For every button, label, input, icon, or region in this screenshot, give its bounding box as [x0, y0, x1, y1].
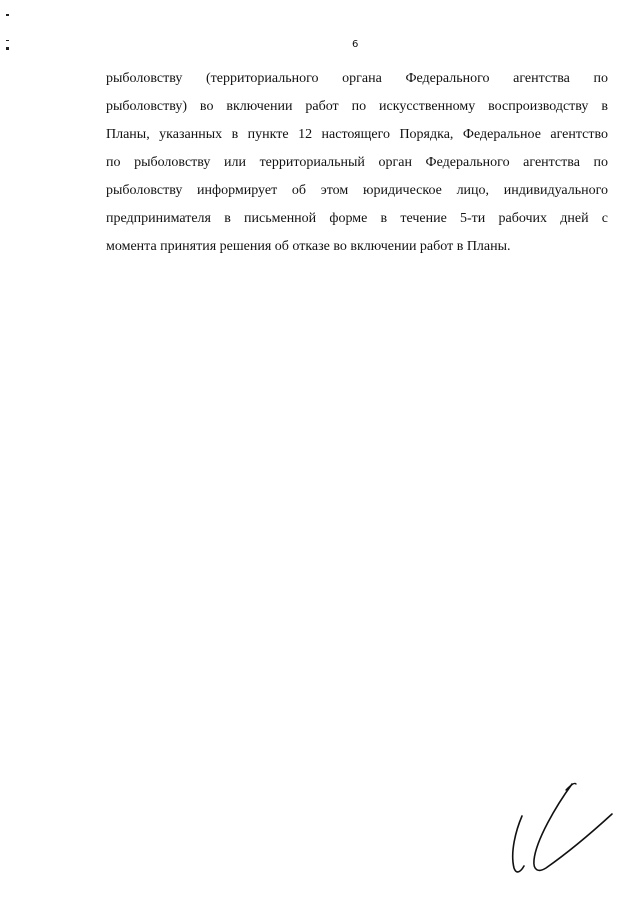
paragraph-line: предпринимателя в письменной форме в течение 5-ти рабочих дней с [106, 211, 608, 226]
scan-artifact-mark [6, 40, 9, 41]
scan-artifact-mark [6, 14, 9, 16]
page-number: 6 [352, 39, 359, 50]
paragraph-line: рыболовству информирует об этом юридическое лицо, индивидуального [106, 183, 608, 198]
paragraph [106, 65, 608, 261]
scan-artifact-mark [6, 47, 9, 50]
handwritten-signature [508, 778, 618, 878]
paragraph-line: по рыболовству или территориальный орган Федерального агентства по [106, 155, 608, 170]
paragraph-line: момента принятия решения об отказе во включении работ в Планы. [106, 239, 511, 254]
paragraph-line: Планы, указанных в пункте 12 настоящего Порядка, Федеральное агентство [106, 127, 608, 142]
paragraph-line: рыболовству) во включении работ по искусственному воспроизводству в [106, 99, 608, 114]
paragraph-line: рыболовству (территориального органа Федерального агентства по [106, 71, 608, 86]
